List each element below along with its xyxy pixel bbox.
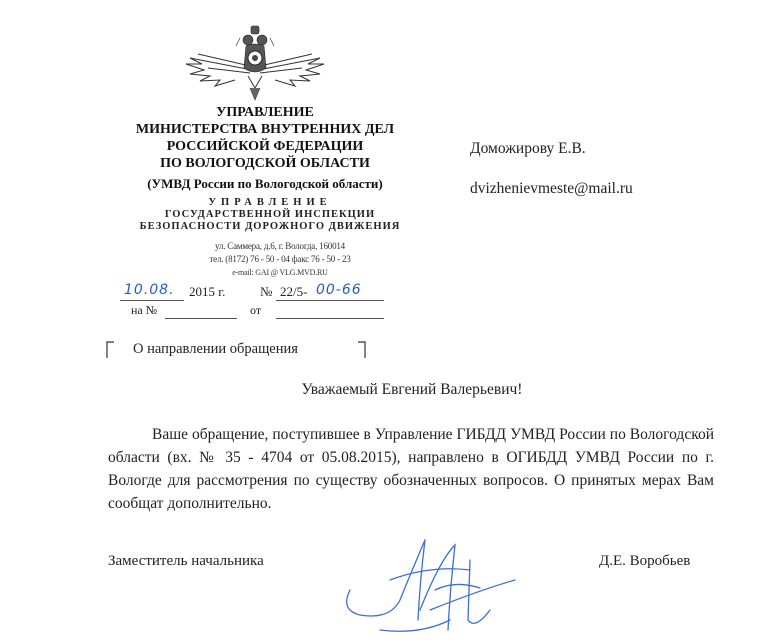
letter-body: Ваше обращение, поступившее в Управление ГИБДД УМВД России по Вологодской области (вх. № 35 - 4704 от 05.08.2015), направлено в ОГИБДД УМВД России по г. Вологде для рассмотрения по существу обозначенных вопросов. О принятых мерах Вам сообщат дополнительно. [108,426,714,512]
number-handwritten: 00-66 [316,282,362,298]
address: ул. Саммера, д.6, г. Вологда, 160014 [215,241,345,251]
subject-line: О направлении обращения [133,341,298,357]
year-label: 2015 г. [189,284,226,299]
recipient-name: Доможирову Е.В. [470,140,586,157]
dept-line-2: ГОСУДАРСТВЕННОЙ ИНСПЕКЦИИ [164,209,376,220]
recipient-email: dvizhenievmeste@mail.ru [470,180,633,197]
date-handwritten: 10.08. [124,282,175,298]
subject-left-bracket-icon [104,340,118,360]
number-underline [276,300,384,301]
from-underline [276,318,384,319]
ref-label: на № [131,303,158,317]
dept-line-1: УПРАВЛЕНИЕ [208,197,332,208]
signer-position: Заместитель начальника [108,553,264,569]
org-line-1: УПРАВЛЕНИЕ [216,105,314,120]
org-line-3: РОССИЙСКОЙ ФЕДЕРАЦИИ [166,139,364,154]
org-line-2: МИНИСТЕРСТВА ВНУТРЕННИХ ДЕЛ [135,122,395,137]
org-line-5: (УМВД России по Вологодской области) [147,176,383,191]
date-underline [120,300,184,301]
number-label: № [260,284,273,299]
ref-underline [165,318,237,319]
phone: тел. (8172) 76 - 50 - 04 факс 76 - 50 - 23 [209,254,351,264]
mvd-eagle-emblem-icon [180,18,330,108]
email: e-mail: GAI @ VLG.MVD.RU [232,268,328,277]
number-printed: 22/5- [280,284,308,299]
greeting: Уважаемый Евгений Валерьевич! [301,381,523,398]
handwritten-signature-icon [330,520,520,643]
from-label: от [250,303,262,317]
org-line-4: ПО ВОЛОГОДСКОЙ ОБЛАСТИ [160,156,370,171]
signer-name: Д.Е. Воробьев [599,553,691,569]
subject-right-bracket-icon [355,340,369,360]
dept-line-3: БЕЗОПАСНОСТИ ДОРОЖНОГО ДВИЖЕНИЯ [139,221,401,232]
